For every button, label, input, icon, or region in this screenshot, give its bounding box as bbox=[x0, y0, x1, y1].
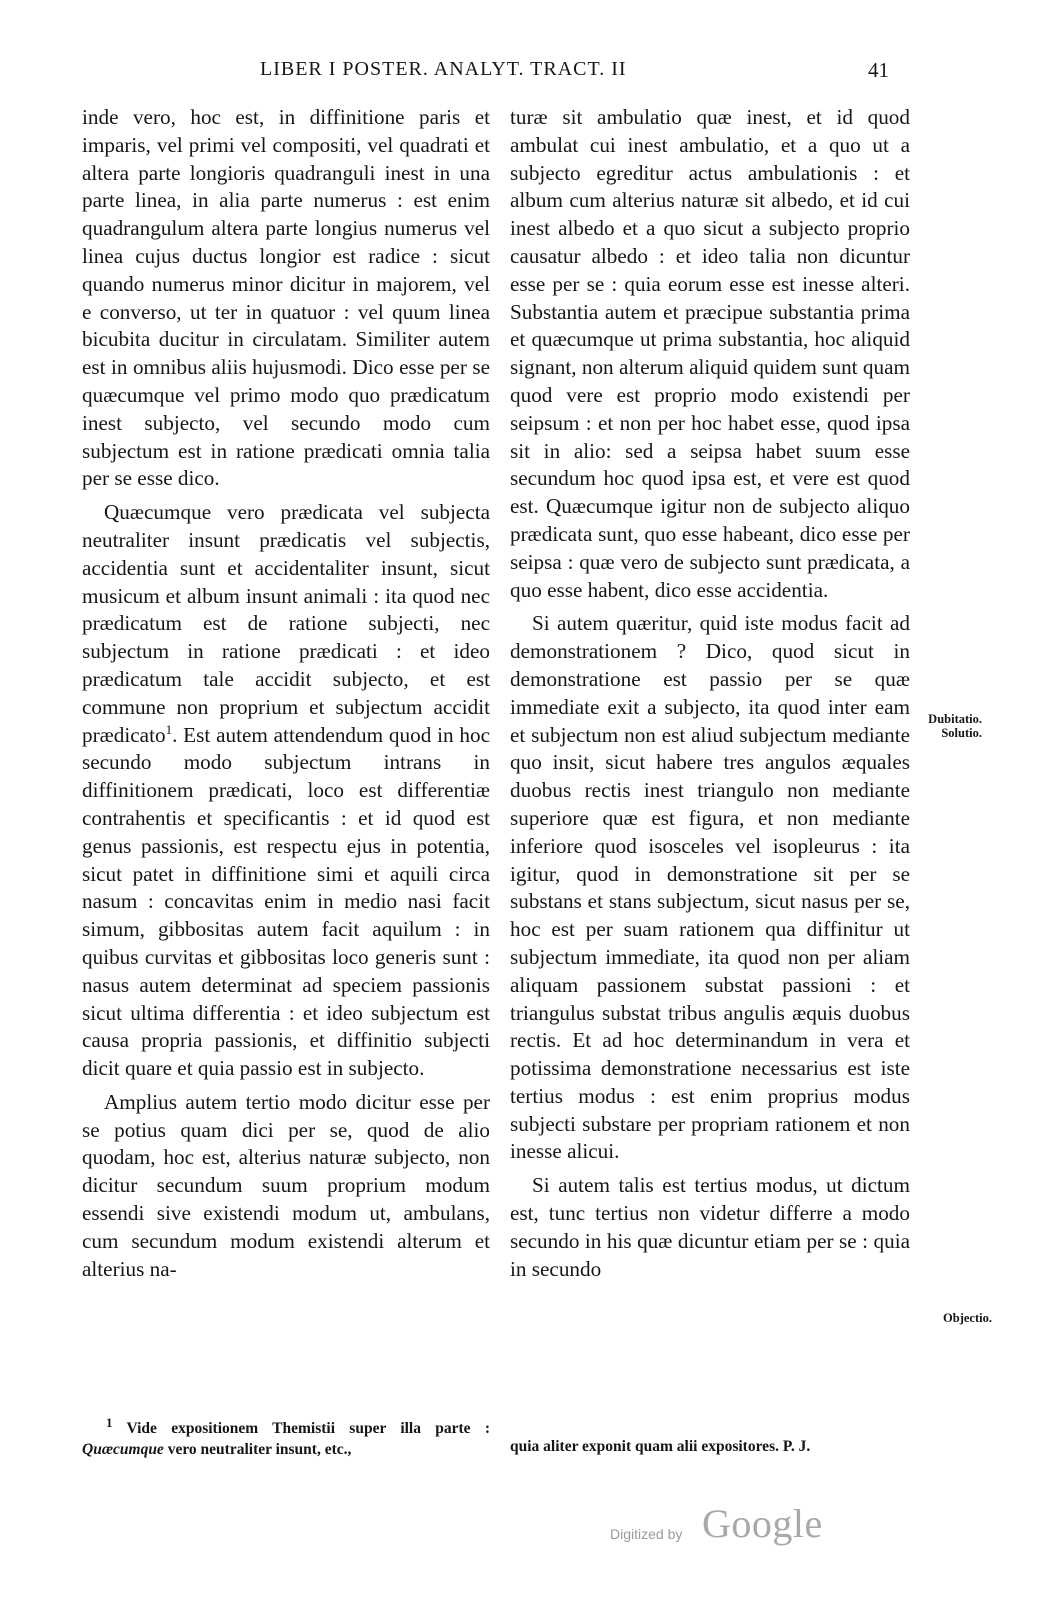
footnote-text-b: vero neutraliter insunt, etc., bbox=[163, 1441, 352, 1458]
left-paragraph-2-part-a: Quæcumque vero prædicata vel subjecta neutraliter insunt prædicatis vel subjectis, accidentia sunt et accidentaliter insunt, sicut musicum et album insunt animali : ita quod nec prædicatum est de ratione subjecti, nec subjectum in ratione prædicati : et ideo prædicatum tale accidit subjecto, et est commune non proprium et subjectum accidit prædicato bbox=[82, 500, 490, 747]
left-column bbox=[82, 104, 490, 1283]
page-number: 41 bbox=[868, 58, 889, 82]
footnote-mark: 1 bbox=[106, 1414, 113, 1430]
right-column bbox=[510, 104, 910, 1283]
google-logo: Google bbox=[702, 1501, 823, 1546]
margin-note-solutio: Solutio. bbox=[941, 726, 982, 740]
left-paragraph-2-part-b: . Est autem attendendum quod in hoc secundo modo subjectum intrans in diffinitionem prædicati, loco est differentiæ contrahentis et specificantis : et id quod est genus passionis, est respectu ejus in potentia, sicut patet in diffinitione simi et aquili circa nasum : concavitas enim in medio nasi facit simum, gibbositas autem facit aquilum : in quibus curvitas et gibbositas loco generis sunt : nasus autem determinat ad speciem passionis sicut ultima differentia : et ideo subjectum est causa propria passionis, et diffinitio subjecti dicit quare et quia passio est in subjecto. bbox=[82, 722, 490, 1081]
footnote-left bbox=[82, 1414, 490, 1460]
right-paragraph-3: Si autem talis est tertius modus, ut dictum est, tunc tertius non videtur differre a modo secundo in his quæ dicuntur etiam per se : quia in secundo bbox=[510, 1173, 910, 1281]
margin-note-dubitatio: Dubitatio. bbox=[928, 712, 982, 726]
running-title: LIBER I POSTER. ANALYT. TRACT. II bbox=[260, 58, 627, 80]
footnote-right: quia aliter exponit quam alii expositores. P. J. bbox=[510, 1438, 811, 1455]
right-paragraph-2: Si autem quæritur, quid iste modus facit ad demonstrationem ? Dico, quod sicut in demonstratione est passio per se quæ immediate exit a subjecto, ita quod inter eam et subjectum non est aliud subjectum mediante quo insit, sicut habere tres angulos æquales duobus rectis inest triangulo non mediante superiore quæ est figura, et non mediante inferiore quod isosceles vel isopleurus : ita igitur, quod in demonstratione sit per se substans et stans subjectum, sicut nasus per se, hoc est per suam rationem qua diffinitur ut subjectum immediate, ita quod non per aliam aliquam passionem substat passioni : et triangulus substat tribus angulis æquis duobus rectis. Et ad hoc determinandum in vera et potissima demonstratione necessarius est iste tertius modus : est enim proprius modus subjecti substare per propriam rationem et non inesse alicui. bbox=[510, 611, 910, 1164]
left-paragraph-2 bbox=[82, 499, 490, 1083]
google-watermark bbox=[610, 1502, 840, 1552]
watermark-prefix: Digitized by bbox=[610, 1526, 683, 1542]
footnote-text-italic: Quæcumque bbox=[82, 1441, 164, 1458]
left-paragraph-1: inde vero, hoc est, in diffinitione paris et imparis, vel primi vel compositi, vel quadrati et altera parte longioris quadranguli inest in una parte linea, in alia parte numerus : est enim quadrangulum altera parte longius numerus vel linea cujus ductus longior est radice : sicut quando numerus minor dicitur in majorem, vel e converso, ut ter in quatuor : vel quum linea bicubita ducitur in circulatam. Similiter autem est in omnibus aliis hujusmodi. Dico esse per se quæcumque vel primo modo quo prædicatum inest subjecto, vel secundo modo cum subjectum est in ratione prædicati omnia talia per se esse dico. bbox=[82, 105, 490, 491]
footnote-reference[interactable]: 1 bbox=[165, 721, 173, 737]
right-paragraph-1: turæ sit ambulatio quæ inest, et id quod ambulat cui inest ambulatio, et a quo ut a subjecto egreditur actus ambulationis : et album cum alterius naturæ sit albedo, et id cui inest albedo et a quo sicut a subjecto proprio causatur albedo : et ideo talia non dicuntur esse per se : quia eorum esse est inesse alteri. Substantia autem et præcipue substantia prima et quæcumque ut prima substantia, hoc aliquid signant, non alterum aliquid quidem sunt quam quod vere est proprio modo existendi per seipsum : et non per hoc habet esse, quod ipsa sit in alio: sed a seipsa habet suum esse secundum hoc quod ipsa est, et vere est quod est. Quæcumque igitur non de subjecto aliquo prædicata sunt, quo esse habeant, dico esse per seipsa : quæ vero de subjecto sunt prædicata, a quo esse habent, dico esse accidentia. bbox=[510, 105, 910, 602]
footnote-text-a: Vide expositionem Themistii super illa parte : bbox=[112, 1420, 490, 1437]
margin-note-objectio: Objectio. bbox=[943, 1311, 992, 1325]
margin-note-dubitatio-solutio bbox=[912, 712, 982, 740]
left-paragraph-3: Amplius autem tertio modo dicitur esse per se potius quam dici per se, quod de alio quodam, hoc est, alterius naturæ subjecto, non dicitur secundum suum proprium modum essendi sive existendi modum ut, ambulans, cum secundum modum existendi alterum et alterius na- bbox=[82, 1089, 490, 1281]
